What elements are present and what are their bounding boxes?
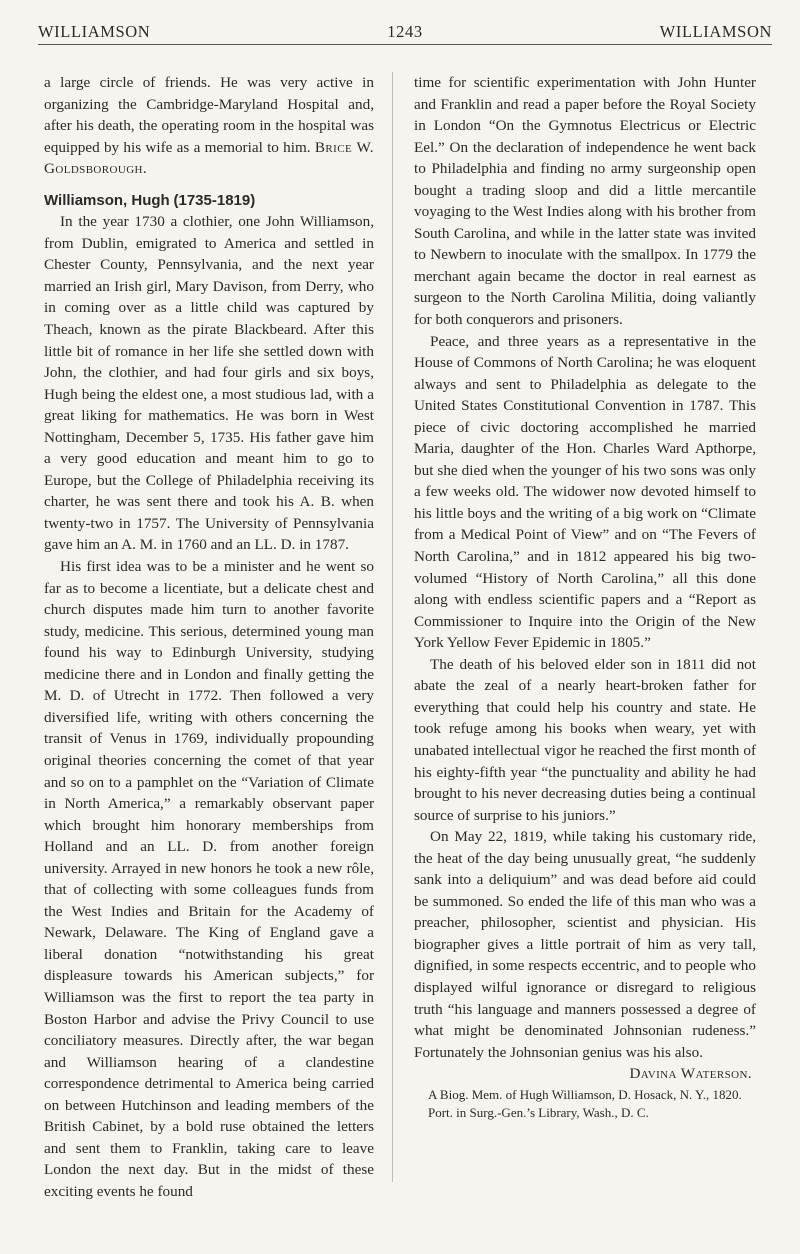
paragraph-2: His first idea was to be a minister and he went so far as to become a licentiate, but a delicate chest and church disputes made him turn to another favorite study, medicine. This serious, determined young man found his way to Edinburgh University, studying medicine there and in London and finally getting the M. D. of Utrecht in 1772. Then followed a very diversified life, writing with others concerning the transit of Venus in 1769, individually propounding original theories concerning the comet of that year and so on to a pamphlet on the “Variation of Climate in North America,” a remarkably observant paper which brought him honorary memberships from Holland and an LL. D. from another foreign university. Arrayed in new honors he took a new rôle, that of collecting with some colleagues funds from the West Indies and Britain for the Academy of Newark, Delaware. The King of England gave a liberal donation “notwithstanding his great displeasure towards his American subjects,” for Williamson was the first to report the tea party in Boston Harbor and advise the Privy Council to use conciliatory measures. Directly after, the war began and Williamson hearing of a clandestine correspondence detrimental to America being carried on between Hutchinson and leading members of the British Cabinet, by a bold ruse obtained the letters and sent them to Franklin, taking care to leave London the next day. But in the midst of these exciting events he found bbox=[44, 558, 374, 1200]
header-rule bbox=[38, 44, 772, 45]
entry-dates: (1735-1819) bbox=[173, 191, 256, 209]
bibliography-item: A Biog. Mem. of Hugh Williamson, D. Hosack, N. Y., 1820. bbox=[428, 1086, 742, 1102]
paragraph-1: In the year 1730 a clothier, one John Williamson, from Dublin, emigrated to America and settled in Chester County, Pennsylvania, and the next year married an Irish girl, Mary Davison, from Derry, who in coming over as a little child was captured by Theach, known as the pirate Blackbeard. After this little bit of romance in her life she settled down with John, the clothier, and had four girls and six boys, Hugh being the eldest one, a most studious lad, with a great liking for mathematics. He was born in West Nottingham, December 5, 1735. His father gave him a very good education and meant him to go to Europe, but the College of Philadelphia receiving its charter, he was sent there and took his A. B. when twenty-two in 1757. The University of Pennsylvania gave him an A. M. in 1760 and an LL. D. in 1787. bbox=[44, 213, 374, 554]
left-column bbox=[44, 72, 374, 1202]
right-column bbox=[414, 72, 756, 1121]
previous-entry-signature: Brice W. Goldsborough. bbox=[44, 138, 374, 178]
previous-entry-text: a large circle of friends. He was very active in organizing the Cambridge-Maryland Hospital and, after his death, the operating room in the hospital was equipped by his wife as a memorial to him. bbox=[44, 74, 374, 156]
paragraph-3: time for scientific experimentation with John Hunter and Franklin and read a paper before the Royal Society in London “On the Gymnotus Electricus or Electric Eel.” On the declaration of independence he went back to Philadelphia and finding no army surgeonship open bought a trading sloop and did a little mercantile voyaging to the West Indies along with his brother from South Carolina, and while in the latter state was invited to Newbern to inoculate with the smallpox. In 1779 the merchant again became the doctor in real earnest as surgeon to the North Carolina Militia, doing valiantly for both conquerors and prisoners. bbox=[414, 74, 756, 329]
paragraph-6: On May 22, 1819, while taking his customary ride, the heat of the day being unusually great, “he suddenly sank into a deliquium” and was dead before aid could be summoned. So ended the life of this man who was a preacher, philosopher, scientist and physician. His biographer gives a little portrait of him as very tall, dignified, in some respects eccentric, and to people who displayed wilful ignorance or disregard to religious truth “his language and manners possessed a degree of what might be denominated Johnsonian rudeness.” Fortunately the Johnsonian genius was his also. bbox=[414, 828, 756, 1061]
page-number: 1243 bbox=[387, 22, 423, 41]
author-signature-line bbox=[414, 1063, 756, 1085]
paragraph-5: The death of his beloved elder son in 1811 did not abate the zeal of a nearly heart-broken father for everything that could help his country and state. He took refuge among his books when weary, yet with unabated intellectual vigor he reached the first month of his eighty-fifth year “the punctuality and ability he had brought to his never decreasing duties being a continual source of surprise to his juniors.” bbox=[414, 655, 756, 824]
bibliography-item: Port. in Surg.-Gen.’s Library, Wash., D. C. bbox=[428, 1104, 649, 1120]
column-gutter bbox=[392, 72, 393, 1182]
previous-entry-ending bbox=[44, 72, 374, 180]
running-head-right: WILLIAMSON bbox=[659, 22, 772, 41]
author-signature: Davina Waterson. bbox=[629, 1065, 752, 1083]
entry-heading bbox=[44, 190, 374, 212]
paragraph-4: Peace, and three years as a representative in the House of Commons of North Carolina; he was eloquent always and sent to Philadelphia as delegate to the United States Constitutional Convention in 1787. This piece of civic doctoring accomplished he married Maria, daughter of the Hon. Charles Ward Apthorpe, but she died when the younger of his two sons was only a few weeks old. The widower now devoted himself to his little boys and the writing of a big work on “Climate from a Medical Point of View” and on “The Fevers of North Carolina,” and in 1812 appeared his big two-volumed “History of North Carolina,” all this done along with endless scientific papers and a “Report as Commissioner to Inquire into the Origin of the New York Yellow Fever Epidemic in 1805.” bbox=[414, 332, 756, 652]
entry-name: Williamson, Hugh bbox=[44, 191, 170, 209]
running-head-left: WILLIAMSON bbox=[38, 22, 151, 41]
running-header bbox=[38, 18, 772, 46]
